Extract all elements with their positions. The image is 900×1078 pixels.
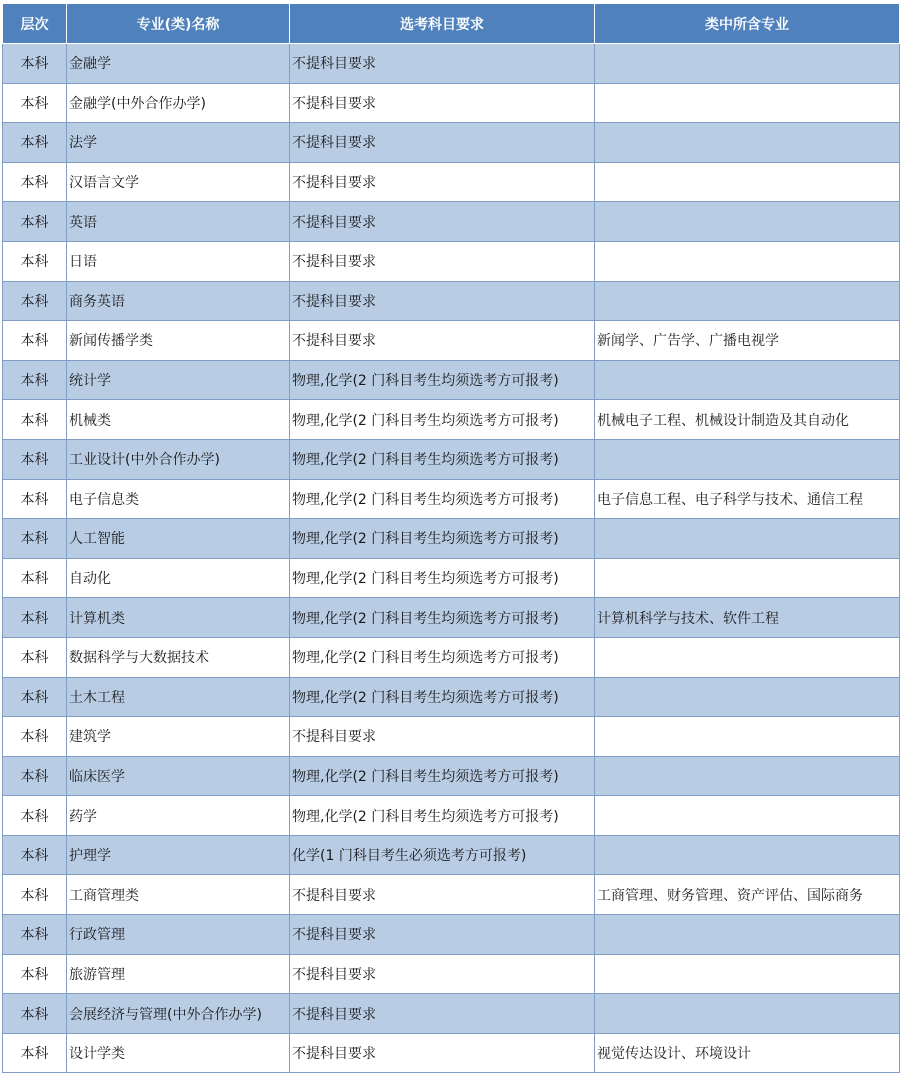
cell-level: 本科 <box>3 321 67 361</box>
table-row <box>3 321 900 361</box>
table-row <box>3 994 900 1034</box>
table-row <box>3 558 900 598</box>
cell-subject-requirement: 不提科目要求 <box>290 994 595 1034</box>
cell-included-majors <box>595 796 900 836</box>
cell-major-name: 新闻传播学类 <box>67 321 290 361</box>
cell-major-name: 行政管理 <box>67 915 290 955</box>
cell-subject-requirement: 不提科目要求 <box>290 1033 595 1073</box>
table-row <box>3 360 900 400</box>
cell-included-majors <box>595 558 900 598</box>
cell-level: 本科 <box>3 677 67 717</box>
cell-level: 本科 <box>3 83 67 123</box>
cell-included-majors <box>595 241 900 281</box>
cell-major-name: 计算机类 <box>67 598 290 638</box>
cell-included-majors <box>595 954 900 994</box>
table-row <box>3 162 900 202</box>
subject-requirements-table <box>2 3 900 1073</box>
cell-subject-requirement: 物理,化学(2 门科目考生均须选考方可报考) <box>290 796 595 836</box>
header-subject-requirement: 选考科目要求 <box>290 4 595 44</box>
requirements-table-container <box>2 3 899 1073</box>
cell-subject-requirement: 物理,化学(2 门科目考生均须选考方可报考) <box>290 439 595 479</box>
cell-subject-requirement: 不提科目要求 <box>290 915 595 955</box>
cell-level: 本科 <box>3 796 67 836</box>
cell-subject-requirement: 不提科目要求 <box>290 321 595 361</box>
cell-major-name: 人工智能 <box>67 519 290 559</box>
cell-included-majors <box>595 835 900 875</box>
cell-major-name: 机械类 <box>67 400 290 440</box>
cell-major-name: 设计学类 <box>67 1033 290 1073</box>
cell-included-majors <box>595 439 900 479</box>
table-body <box>3 44 900 1073</box>
cell-major-name: 商务英语 <box>67 281 290 321</box>
cell-subject-requirement: 不提科目要求 <box>290 281 595 321</box>
cell-major-name: 电子信息类 <box>67 479 290 519</box>
cell-level: 本科 <box>3 44 67 84</box>
table-row <box>3 717 900 757</box>
table-row <box>3 241 900 281</box>
cell-subject-requirement: 化学(1 门科目考生必须选考方可报考) <box>290 835 595 875</box>
cell-level: 本科 <box>3 400 67 440</box>
cell-subject-requirement: 物理,化学(2 门科目考生均须选考方可报考) <box>290 400 595 440</box>
cell-subject-requirement: 不提科目要求 <box>290 717 595 757</box>
cell-level: 本科 <box>3 756 67 796</box>
table-row <box>3 479 900 519</box>
cell-major-name: 统计学 <box>67 360 290 400</box>
cell-subject-requirement: 物理,化学(2 门科目考生均须选考方可报考) <box>290 598 595 638</box>
cell-included-majors: 机械电子工程、机械设计制造及其自动化 <box>595 400 900 440</box>
cell-major-name: 数据科学与大数据技术 <box>67 637 290 677</box>
table-row <box>3 281 900 321</box>
cell-major-name: 英语 <box>67 202 290 242</box>
cell-subject-requirement: 不提科目要求 <box>290 954 595 994</box>
cell-major-name: 建筑学 <box>67 717 290 757</box>
header-major-name: 专业(类)名称 <box>67 4 290 44</box>
cell-level: 本科 <box>3 202 67 242</box>
cell-subject-requirement: 物理,化学(2 门科目考生均须选考方可报考) <box>290 677 595 717</box>
cell-subject-requirement: 不提科目要求 <box>290 162 595 202</box>
cell-major-name: 金融学(中外合作办学) <box>67 83 290 123</box>
cell-major-name: 临床医学 <box>67 756 290 796</box>
table-header <box>3 4 900 44</box>
cell-major-name: 旅游管理 <box>67 954 290 994</box>
cell-level: 本科 <box>3 598 67 638</box>
cell-major-name: 金融学 <box>67 44 290 84</box>
table-row <box>3 1033 900 1073</box>
cell-subject-requirement: 物理,化学(2 门科目考生均须选考方可报考) <box>290 479 595 519</box>
cell-included-majors <box>595 756 900 796</box>
table-row <box>3 123 900 163</box>
table-row <box>3 954 900 994</box>
cell-included-majors: 计算机科学与技术、软件工程 <box>595 598 900 638</box>
table-row <box>3 915 900 955</box>
header-level: 层次 <box>3 4 67 44</box>
cell-level: 本科 <box>3 360 67 400</box>
table-row <box>3 875 900 915</box>
cell-subject-requirement: 不提科目要求 <box>290 83 595 123</box>
cell-major-name: 工业设计(中外合作办学) <box>67 439 290 479</box>
cell-included-majors: 电子信息工程、电子科学与技术、通信工程 <box>595 479 900 519</box>
cell-major-name: 药学 <box>67 796 290 836</box>
table-row <box>3 400 900 440</box>
cell-level: 本科 <box>3 439 67 479</box>
cell-major-name: 日语 <box>67 241 290 281</box>
cell-included-majors <box>595 519 900 559</box>
cell-level: 本科 <box>3 162 67 202</box>
cell-level: 本科 <box>3 915 67 955</box>
cell-level: 本科 <box>3 1033 67 1073</box>
header-row <box>3 4 900 44</box>
cell-included-majors: 新闻学、广告学、广播电视学 <box>595 321 900 361</box>
cell-level: 本科 <box>3 241 67 281</box>
cell-included-majors <box>595 717 900 757</box>
table-row <box>3 835 900 875</box>
header-included-majors: 类中所含专业 <box>595 4 900 44</box>
table-row <box>3 637 900 677</box>
table-row <box>3 83 900 123</box>
cell-included-majors <box>595 162 900 202</box>
cell-subject-requirement: 不提科目要求 <box>290 202 595 242</box>
cell-included-majors: 工商管理、财务管理、资产评估、国际商务 <box>595 875 900 915</box>
cell-level: 本科 <box>3 123 67 163</box>
cell-subject-requirement: 物理,化学(2 门科目考生均须选考方可报考) <box>290 637 595 677</box>
cell-included-majors <box>595 44 900 84</box>
cell-included-majors <box>595 677 900 717</box>
table-row <box>3 202 900 242</box>
table-row <box>3 519 900 559</box>
cell-level: 本科 <box>3 519 67 559</box>
cell-level: 本科 <box>3 281 67 321</box>
cell-included-majors <box>595 202 900 242</box>
cell-major-name: 工商管理类 <box>67 875 290 915</box>
cell-major-name: 会展经济与管理(中外合作办学) <box>67 994 290 1034</box>
cell-included-majors <box>595 281 900 321</box>
cell-major-name: 法学 <box>67 123 290 163</box>
cell-subject-requirement: 物理,化学(2 门科目考生均须选考方可报考) <box>290 360 595 400</box>
table-row <box>3 756 900 796</box>
cell-level: 本科 <box>3 954 67 994</box>
cell-subject-requirement: 物理,化学(2 门科目考生均须选考方可报考) <box>290 519 595 559</box>
cell-level: 本科 <box>3 717 67 757</box>
cell-level: 本科 <box>3 558 67 598</box>
cell-included-majors <box>595 83 900 123</box>
cell-major-name: 土木工程 <box>67 677 290 717</box>
cell-subject-requirement: 不提科目要求 <box>290 875 595 915</box>
table-row <box>3 44 900 84</box>
cell-major-name: 汉语言文学 <box>67 162 290 202</box>
cell-included-majors <box>595 123 900 163</box>
table-row <box>3 439 900 479</box>
cell-included-majors <box>595 994 900 1034</box>
cell-subject-requirement: 物理,化学(2 门科目考生均须选考方可报考) <box>290 756 595 796</box>
cell-included-majors <box>595 360 900 400</box>
table-row <box>3 796 900 836</box>
cell-included-majors <box>595 915 900 955</box>
cell-subject-requirement: 不提科目要求 <box>290 241 595 281</box>
cell-major-name: 护理学 <box>67 835 290 875</box>
cell-subject-requirement: 不提科目要求 <box>290 44 595 84</box>
table-row <box>3 598 900 638</box>
cell-level: 本科 <box>3 479 67 519</box>
cell-subject-requirement: 不提科目要求 <box>290 123 595 163</box>
cell-level: 本科 <box>3 875 67 915</box>
cell-level: 本科 <box>3 994 67 1034</box>
cell-level: 本科 <box>3 835 67 875</box>
cell-included-majors <box>595 637 900 677</box>
cell-major-name: 自动化 <box>67 558 290 598</box>
table-row <box>3 677 900 717</box>
cell-included-majors: 视觉传达设计、环境设计 <box>595 1033 900 1073</box>
cell-level: 本科 <box>3 637 67 677</box>
cell-subject-requirement: 物理,化学(2 门科目考生均须选考方可报考) <box>290 558 595 598</box>
